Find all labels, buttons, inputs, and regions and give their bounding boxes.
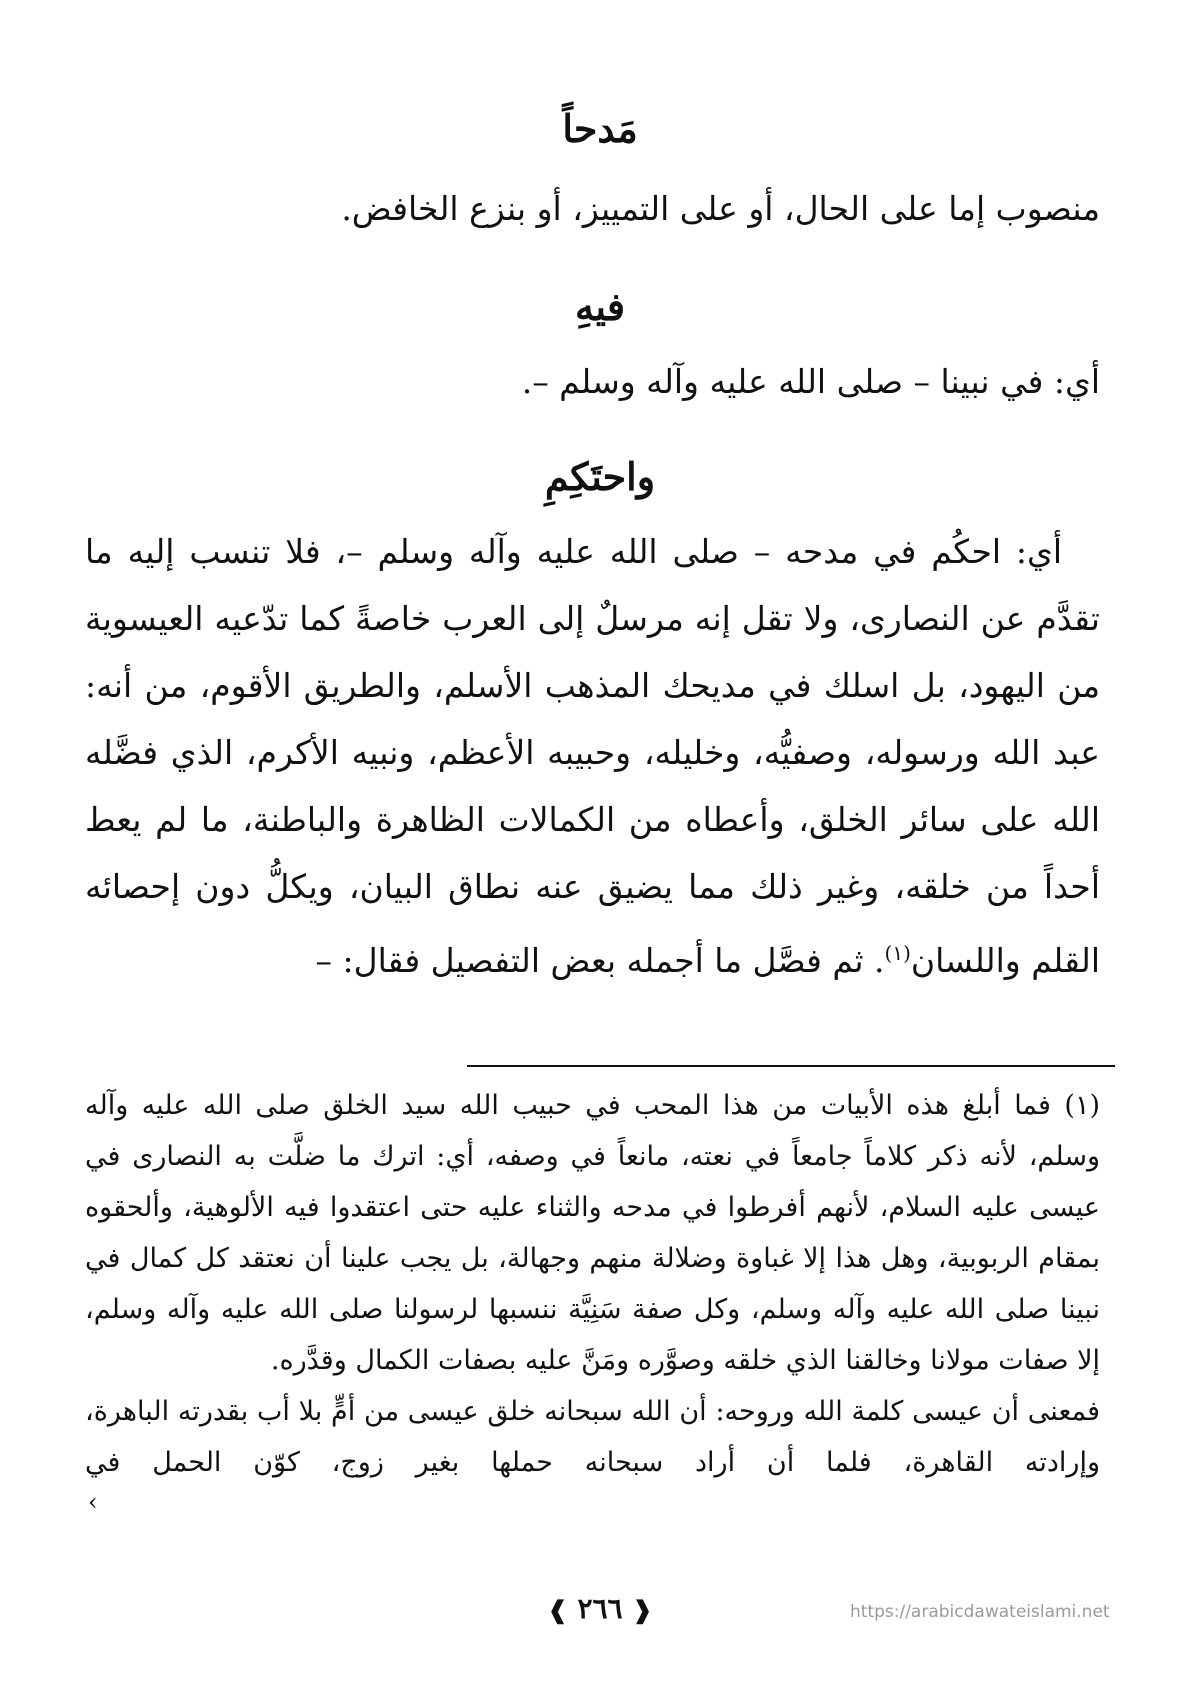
paragraph-wahtakim-text: أي: احكُم في مدحه – صلى الله عليه وآله وسلم –، فلا تنسب إليه ما تقدَّم عن النصارى، ولا تقل إنه مرسلٌ إلى العرب خاصةً كما تدّعيه العيسوية من اليهود، بل اسلك في مديحك المذهب الأسلم، والطريق الأقوم، من أنه: عبد الله ورسوله، وصفيُّه، وخليله، وحبيبه الأعظم، ونبيه الأكرم، الذي فضَّله الله على سائر الخلق، وأعطاه من الكمالات الظاهرة والباطنة، ما لم يعط أحداً من خلقه، وغير ذلك مما يضيق عنه نطاق البيان، ويكلُّ دون إحصائه القلم واللسان (85, 532, 1100, 980)
footnote-paragraph-1: (١) فما أبلغ هذه الأبيات من هذا المحب في حبيب الله سيد الخلق صلى الله عليه وآله وسلم، لأنه ذكر كلاماً جامعاً في نعته، مانعاً في وصفه، أي: اترك ما ضلَّت به النصارى في عيسى عليه السلام، لأنهم أفرطوا في مدحه والثناء عليه حتى اعتقدوا فيه الألوهية، وألحقوه بمقام الربوبية، وهل هذا إلا غباوة وضلالة منهم وجهالة، بل يجب علينا أن نعتقد كل كمال في نبينا صلى الله عليه وآله وسلم، وكل صفة سَنِيَّة ننسبها لرسولنا صلى الله عليه وآله وسلم، إلا صفات مولانا وخالقنا الذي خلقه وصوَّره ومَنَّ عليه بصفات الكمال وقدَّره. (85, 1090, 1100, 1376)
page-number (520, 1592, 680, 1625)
watermark-url: https://arabicdawateislami.net (850, 1602, 1110, 1622)
continuation-marker: › (88, 1488, 98, 1516)
heading-madhan: مَدحاً (562, 106, 638, 151)
paragraph-wahtakim-explanation (85, 518, 1100, 994)
heading-fihi: فيهِ (574, 284, 625, 329)
paragraph-wahtakim-tail: . ثم فصَّل ما أجمله بعض التفصيل فقال: – (315, 941, 885, 980)
footnote-separator (467, 1065, 1115, 1067)
page-number-ornament-right: ❰ (632, 1595, 653, 1624)
page-number-ornament-left: ❱ (547, 1595, 568, 1624)
footnote-paragraph-2: فمعنى أن عيسى كلمة الله وروحه: أن الله سبحانه خلق عيسى من أمٍّ بلا أب بقدرته الباهرة، وإرادته القاهرة، فلما أن أراد سبحانه حملها بغير زوج، كوّن الحمل في (85, 1396, 1100, 1478)
paragraph-madhan-explanation: منصوب إما على الحال، أو على التمييز، أو بنزع الخافض. (341, 189, 1100, 228)
page-number-value: ٢٦٦ (577, 1592, 623, 1625)
footnote (85, 1080, 1100, 1488)
footnote-reference: (١) (884, 941, 911, 965)
heading-wahtakim: واحتَكِمِ (544, 454, 656, 499)
paragraph-fihi-explanation: أي: في نبينا – صلى الله عليه وآله وسلم –. (521, 362, 1100, 401)
